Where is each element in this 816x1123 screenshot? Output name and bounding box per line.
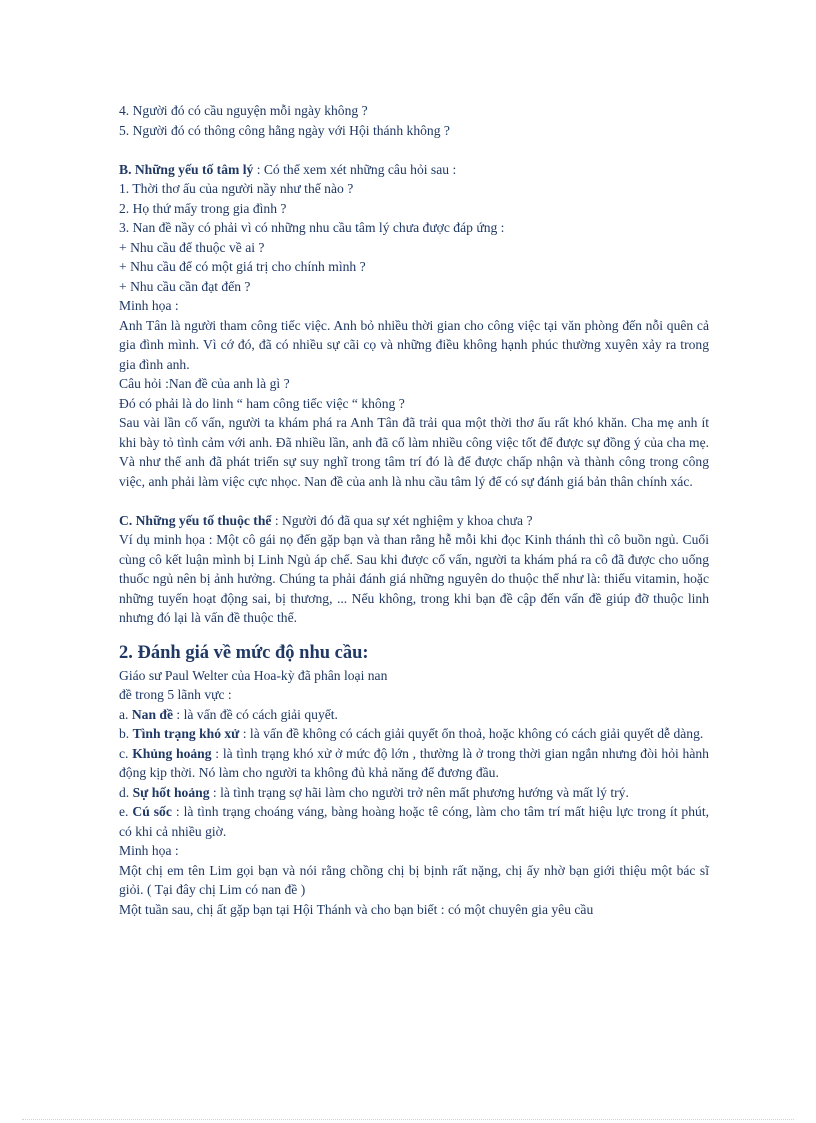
list-item: a. Nan đề : là vấn đề có cách giải quyết. <box>119 706 338 722</box>
section-b-heading: B. Những yếu tố tâm lý <box>119 161 254 177</box>
paragraph: đề trong 5 lãnh vực : <box>119 687 232 702</box>
list-item: + Nhu cầu để thuộc về ai ? <box>119 239 265 255</box>
section-b-intro: B. Những yếu tố tâm lý : Có thể xem xét những câu hỏi sau : <box>119 161 457 177</box>
spacer <box>119 628 709 640</box>
spacer <box>119 140 709 160</box>
document-page <box>119 101 709 919</box>
page-bottom-divider <box>22 1119 794 1120</box>
paragraph: Anh Tân là người tham công tiếc việc. Anh bỏ nhiều thời gian cho công việc tại văn phòng đến nỗi quên cả gia đình mình. Vì cớ đó, đã có nhiều sự cãi cọ và những điều không hạnh phúc thường xuyên xảy ra trong gia đình anh. <box>119 317 709 372</box>
list-item: 4. Người đó có cầu nguyện mỗi ngày không ? <box>119 103 368 118</box>
list-item: d. Sự hốt hoảng : là tình trạng sợ hãi làm cho người trở nên mất phương hướng và mất lý trý. <box>119 784 629 800</box>
term: Khủng hoảng <box>132 745 212 761</box>
term: Sự hốt hoảng <box>132 784 210 800</box>
list-item: c. Khủng hoảng : là tình trạng khó xử ở mức độ lớn , thường là ở trong thời gian ngắn nhưng đòi hỏi hành động kịp thời. Nó làm cho người ta không đủ khả năng để đương đầu. <box>119 745 709 780</box>
list-item: 2. Họ thứ mấy trong gia đình ? <box>119 200 287 216</box>
paragraph: Một chị em tên Lim gọi bạn và nói rằng chồng chị bị bịnh rất nặng, chị ấy nhờ bạn giới thiệu một bác sĩ giỏi. ( Tại đây chị Lim có nan đề ) <box>119 862 709 897</box>
section-2-heading: 2. Đánh giá về mức độ nhu cầu: <box>119 642 369 663</box>
spacer <box>119 491 709 511</box>
list-item: e. Cú sốc : là tình trạng choáng váng, bàng hoàng hoặc tê cóng, làm cho tâm trí mất hiệu lực trong ít phút, có khi cả nhiều giờ. <box>119 804 709 839</box>
term: Tình trạng khó xử <box>132 726 240 741</box>
term: Nan đề <box>131 706 174 722</box>
list-item: b. Tình trạng khó xử : là vấn đề không có cách giải quyết ổn thoả, hoặc không có cách giải quyết dễ dàng. <box>119 726 704 741</box>
example-label: Minh họa : <box>119 298 179 313</box>
list-item: + Nhu cầu để có một giá trị cho chính mình ? <box>119 259 366 274</box>
paragraph: Một tuần sau, chị ất gặp bạn tại Hội Thánh và cho bạn biết : có một chuyên gia yêu cầu <box>119 901 594 917</box>
paragraph: Giáo sư Paul Welter của Hoa-kỳ đã phân loại nan <box>119 667 388 683</box>
list-item: 1. Thời thơ ấu của người nầy như thế nào ? <box>119 181 354 196</box>
paragraph: Ví dụ minh họa : Một cô gái nọ đến gặp bạn và than rằng hễ mỗi khi đọc Kinh thánh thì cô buồn ngủ. Cuối cùng cô kết luận mình bị Linh Ngủ áp chế. Sau khi được cố vấn, người ta khám phá ra cô đã được cho uống thuốc ngủ nên bị ảnh hưởng. Chúng ta phải đánh giá những nguyên do thuộc thể như là: thiếu vitamin, hoặc những tuyến hoạt động sai, bị thương, ... Nếu không, trong khi bạn đề cập đến vấn đề giúp đỡ thuộc linh nhưng đó lại là vấn đề thuộc thể. <box>119 532 709 625</box>
list-item: 5. Người đó có thông công hằng ngày với Hội thánh không ? <box>119 122 450 138</box>
question-line: Câu hỏi :Nan đề của anh là gì ? <box>119 376 290 391</box>
section-c-heading: C. Những yếu tố thuộc thể <box>119 512 272 528</box>
list-item: 3. Nan đề nầy có phải vì có những nhu cầu tâm lý chưa được đáp ứng : <box>119 220 505 235</box>
example-label: Minh họa : <box>119 843 179 858</box>
term: Cú sốc <box>132 804 172 819</box>
list-item: + Nhu cầu cần đạt đến ? <box>119 278 251 294</box>
question-line: Đó có phải là do linh “ ham công tiếc việc “ không ? <box>119 395 405 411</box>
paragraph: Sau vài lần cố vấn, người ta khám phá ra Anh Tân đã trải qua một thời thơ ấu rất khó khăn. Cha mẹ anh ít khi bày tỏ tình cảm với anh. Đã nhiều lần, anh đã cố làm nhiều công việc tốt để được sự đồng ý của cha mẹ. Và như thế anh đã phát triển sự suy nghĩ trong tâm trí đó là để được chấp nhận và thành công trong công việc, anh phải làm việc cực nhọc. Nan đề của anh là nhu cầu tâm lý để có sự đánh giá bản thân chính xác. <box>119 415 709 489</box>
section-c-intro: C. Những yếu tố thuộc thể : Người đó đã qua sự xét nghiệm y khoa chưa ? <box>119 512 533 528</box>
